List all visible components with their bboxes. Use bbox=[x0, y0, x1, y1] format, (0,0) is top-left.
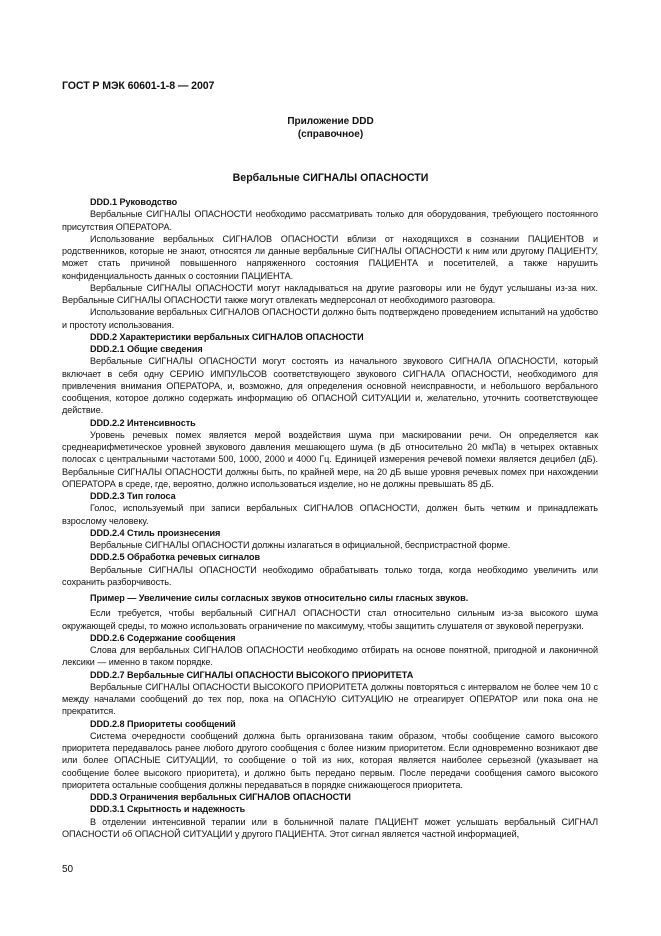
body-paragraph: Вербальные СИГНАЛЫ ОПАСНОСТИ ВЫСОКОГО ПРИОРИТЕТА должны повторяться с интервалом не более чем 10 с между началами сообщений до тех пор, пока на ОПАСНУЮ СИТУАЦИЮ не отреагирует ОПЕРАТОР или пока она не прекратится. bbox=[62, 681, 598, 717]
subsection-heading: DDD.3 Ограничения вербальных СИГНАЛОВ ОПАСНОСТИ bbox=[90, 792, 351, 802]
body-paragraph: Если требуется, чтобы вербальный СИГНАЛ ОПАСНОСТИ стал относительно сильным из-за высокого шума окружающей среды, то можно использовать ограничение по максимуму, чтобы защитить слушателя от звуковой перегрузки. bbox=[62, 608, 598, 631]
body-paragraph: Использование вербальных СИГНАЛОВ ОПАСНОСТИ вблизи от находящихся в сознании ПАЦИЕНТОВ и родственников, которые не знают, относятся ли данные вербальные СИГНАЛЫ ОПАСНОСТИ к ним или другому ПАЦИЕНТУ, может стать причиной повышенного напряженного состояния ПАЦИЕНТА и посетителей, а также нарушить конфиденциальность данных о состоянии ПАЦИЕНТА. bbox=[62, 233, 598, 281]
section-title: Вербальные СИГНАЛЫ ОПАСНОСТИ bbox=[232, 172, 429, 184]
body-paragraph: Использование вербальных СИГНАЛОВ ОПАСНОСТИ должно быть подтверждено проведением испытаний на удобство и простоту использования. bbox=[62, 307, 598, 330]
page-number: 50 bbox=[62, 864, 74, 875]
subsection-heading: DDD.2.1 Общие сведения bbox=[90, 344, 203, 354]
subsection-heading: DDD.2.4 Стиль произнесения bbox=[90, 527, 221, 538]
document-body bbox=[62, 196, 598, 840]
body-paragraph: Вербальные СИГНАЛЫ ОПАСНОСТИ необходимо обрабатывать только тогда, когда необходимо увеличить или сохранить разборчивость. bbox=[62, 564, 598, 587]
subsection-heading: DDD.1 Руководство bbox=[90, 197, 178, 207]
body-paragraph: Слова для вербальных СИГНАЛОВ ОПАСНОСТИ необходимо отбирать на основе понятной, пригодной и лаконичной лексики — именно в таком порядке. bbox=[62, 645, 598, 668]
annex-heading bbox=[0, 115, 661, 141]
annex-type: (справочное) bbox=[297, 129, 364, 140]
example-text: Увеличение силы согласных звуков относительно силы гласных звуков. bbox=[138, 593, 469, 603]
body-paragraph: Вербальные СИГНАЛЫ ОПАСНОСТИ могут состоять из начального звукового СИГНАЛА ОПАСНОСТИ, который включает в себя одну СЕРИЮ ИМПУЛЬСОВ соответствующего звукового СИГНАЛА ОПАСНОСТИ, необходимого для привлечения внимания ОПЕРАТОРА, и, возможно, для определения основной неисправности, и небольшого вербального сообщения, которое должно содержать информацию об ОПАСНОЙ СИТУАЦИИ и, желательно, уточнить соответствующее действие. bbox=[62, 356, 598, 416]
subsection-heading: DDD.3.1 Скрытность и надежность bbox=[90, 804, 246, 815]
body-paragraph: Голос, используемый при записи вербальных СИГНАЛОВ ОПАСНОСТИ, должен быть четким и принадлежать взрослому человеку. bbox=[62, 503, 598, 526]
body-paragraph: Уровень речевых помех является мерой воздействия шума при маскировании речи. Он определяется как среднеарифметическое уровней звукового давления мешающего шума (в дБ относительно 20 мкПа) в четырех октавных полосах с центральными частотами 500, 1000, 2000 и 4000 Гц. Единицей измерения речевой помехи является децибел (дБ). Вербальные СИГНАЛЫ ОПАСНОСТИ должны быть, по крайней мере, на 20 дБ выше уровня речевых помех при нахождении ОПЕРАТОРА в среде, где, вероятно, должно использоваться изделие, но не должны превышать 85 дБ. bbox=[62, 429, 598, 489]
subsection-heading: DDD.2.2 Интенсивность bbox=[90, 417, 196, 428]
subsection-heading: DDD.2.8 Приоритеты сообщений bbox=[90, 718, 236, 729]
subsection-heading: DDD.2.5 Обработка речевых сигналов bbox=[90, 552, 260, 563]
example-label: Пример — bbox=[90, 593, 139, 603]
standard-header: ГОСТ Р МЭК 60601-1-8 — 2007 bbox=[62, 80, 215, 92]
body-paragraph: Вербальные СИГНАЛЫ ОПАСНОСТИ необходимо рассматривать только для оборудования, требующего постоянного присутствия ОПЕРАТОРА. bbox=[62, 209, 598, 232]
body-paragraph: Вербальные СИГНАЛЫ ОПАСНОСТИ должны излагаться в официальной, беспристрастной форме. bbox=[90, 540, 511, 550]
subsection-heading: DDD.2.6 Содержание сообщения bbox=[90, 632, 236, 643]
example-note bbox=[62, 592, 598, 604]
body-paragraph: Система очередности сообщений должна быть организована таким образом, чтобы сообщение самого высокого приоритета передавалось ранее любого другого сообщения с более низким приоритетом. Если одновременно возникают две или более ОПАСНЫЕ СИТУАЦИИ, то сообщение о той из них, которая является наиболее серьезной (указывает на сообщение более высокого приоритета), и должно быть передано первым. После передачи сообщения самого высокого приоритета остальные сообщения должны передаваться в порядке снижающегося приоритета. bbox=[62, 730, 598, 790]
body-paragraph: В отделении интенсивной терапии или в больничной палате ПАЦИЕНТ может услышать вербальный СИГНАЛ ОПАСНОСТИ об ОПАСНОЙ СИТУАЦИИ у другого ПАЦИЕНТА. Этот сигнал является частной информацией, bbox=[62, 816, 598, 839]
subsection-heading: DDD.2.7 Вербальные СИГНАЛЫ ОПАСНОСТИ ВЫСОКОГО ПРИОРИТЕТА bbox=[90, 669, 414, 680]
annex-label: Приложение DDD bbox=[287, 116, 374, 127]
subsection-heading: DDD.2.3 Тип голоса bbox=[90, 491, 176, 501]
subsection-heading: DDD.2 Характеристики вербальных СИГНАЛОВ ОПАСНОСТИ bbox=[90, 331, 364, 342]
body-paragraph: Вербальные СИГНАЛЫ ОПАСНОСТИ могут накладываться на другие разговоры или не будут услышаны из-за них. Вербальные СИГНАЛЫ ОПАСНОСТИ также могут отвлекать медперсонал от необходимого разговора. bbox=[62, 282, 598, 305]
